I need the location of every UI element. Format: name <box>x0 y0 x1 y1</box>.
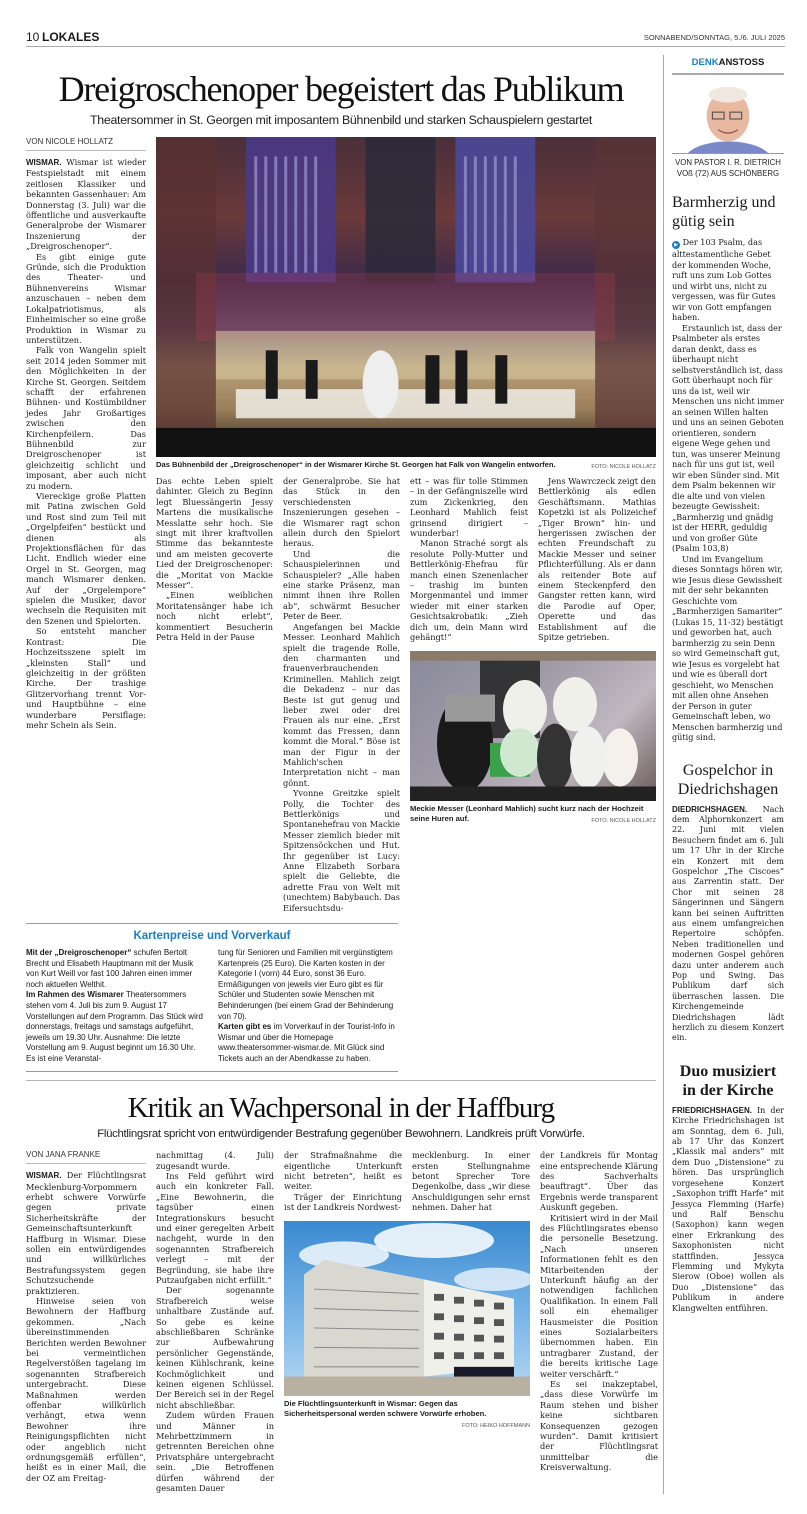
page-header <box>26 29 785 47</box>
paragraph: Ins Feld geführt wird auch ein konkreter Fall. „Eine Bewohnerin, die tagsüber einen Integrationskurs besucht und einer geregelten Arbeit nachgeht, wurde in den sogenannten Strafbereich verlegt – mit der Begründung, sie habe ihre Putzaufgaben nicht erfüllt.“ <box>156 1170 274 1285</box>
article-1-subhead: Theatersommer in St. Georgen mit imposantem Bühnenbild und starken Schauspielern gestartet <box>90 113 592 127</box>
article-1-columns-4-5 <box>410 476 656 826</box>
paragraph: Der Flüchtlingsrat Mecklenburg-Vorpommern erhebt schwere Vorwürfe gegen private Sicherheitskräfte der Gemeinschaftsunterkunft Haffburg in Wismar. Diese sollen ein entwürdigendes und willkürliches Bestrafungssystem gegen Schutzsuchende praktizieren. <box>26 1170 147 1296</box>
main-content <box>26 55 656 1494</box>
sidebar-kicker <box>672 55 784 75</box>
article-1-column-2 <box>156 476 273 643</box>
cast-photo <box>410 651 656 801</box>
paragraph: Yvonne Greitzke spielt Polly, die Tochter des Bettlerkönigs und Spontanehefrau von Mackie Messer ziemlich bieder mit Spitzensöckchen und Hut. Ihr gegenüber ist Lucy: Anne Elizabeth Sorbara spielt die Geliebte, die adrette Frau von Welt mit (unechtem) Babybauch. Das Eifersuchtsdu- <box>283 788 401 913</box>
article-1-column-1 <box>26 137 146 730</box>
article-1-body <box>26 137 656 913</box>
article-1-column-5 <box>538 476 656 643</box>
caption-text: Das Bühnenbild der „Dreigroschenoper“ in der Wismarer Kirche St. Georgen hat Falk von Wangelin entworfen. <box>156 460 556 469</box>
infobox-text: Theatersommers stehen vom 4. Juli bis zum 9. August 17 Vorstellungen auf dem Programm. Das Stück wird donnerstags, freitags und samstags aufgeführt, jeweils um 19.30 Uhr. Ausnahme: Die letzte Vorstellung am 9. August beginnt um 16.30 Uhr. Es ist eine Veranstal- <box>26 990 203 1063</box>
paragraph: Und die Schauspielerinnen und Schauspieler? „Alle haben eine starke Präsenz, man nimmt ihnen ihre Rollen ab“, schwärmt Besucher Peter de Beer. <box>283 548 400 622</box>
article-1-column-4 <box>410 476 528 643</box>
kicker-denk: DENK <box>691 57 719 68</box>
article-1-lower-columns <box>156 476 656 913</box>
article-separator <box>26 1080 656 1082</box>
paragraph: Träger der Einrichtung ist der Landkreis Nordwest- <box>284 1191 402 1213</box>
article-1-column-3 <box>283 476 400 913</box>
article-1-headline: Dreigroschenoper begeistert das Publikum <box>58 69 624 109</box>
issue-date: SONNABEND/SONNTAG, 5./6. JULI 2025 <box>643 33 785 42</box>
paragraph: nachmittag (4. Juli) zugesandt wurde. <box>156 1150 274 1171</box>
paragraph: mecklenburg. In einer ersten Stellungnahme betont Sprecher Tore Degenkolbe, dass „wir diese Anschuldigungen sehr ernst nehmen. Daher hat <box>412 1150 530 1213</box>
page-number: 10 <box>26 30 40 44</box>
caption-text: Meckie Messer (Leonhard Mahlich) sucht kurz nach der Hochzeit seine Huren auf. <box>410 803 644 823</box>
infobox-column-1 <box>26 948 206 1065</box>
paragraph: Wismar ist wieder Festspielstadt mit einem zeitlosen Klassiker und bekannten Gassenhauer: Am Donnerstag (3. Juli) war die öffentliche und ausverkaufte Generalprobe der Wismarer Inszenierung der „Dreigroschenoper“. <box>26 157 146 252</box>
paragraph: Viereckige große Platten mit Patina zwischen Gold und Rost sind zum Teil mit „Orgelpfeifen“ bestückt und dienen als Projektionsflächen für das Licht. Endlich wieder eine Orgel in St. Georgen, mag manch Wismarer denken. Auf der „Orgelempore“ spielen die Musiker, davor wechseln die Requisiten mit den Szenen und Spielorten. <box>26 491 146 626</box>
article-2-column-1 <box>26 1150 146 1483</box>
paragraph: Jens Wawrczeck zeigt den Bettlerkönig als edlen Geschäftsmann. Mathias Kopetzki ist als Polizeichef „Tiger Brown“ hin- und hergerissen zwischen der echten Freundschaft zu Mackie Messer und seiner Pflichterfüllung. Als er dann als reitender Bote auf einem Steckenpferd den Gangster retten kann, wird die Parodie auf Oper, Operette und das Establishment auf die Spitze getrieben. <box>538 476 656 643</box>
paragraph: Hinweise seien von Bewohnern der Haffburg gekommen. „Nach übereinstimmenden Berichten werden Bewohner bei vermeintlichen Regelverstößen tagelang im sogenannten Strafbereich untergebracht. Diese Maßnahmen werden offenbar willkürlich verhängt, etwa wenn Bewohner ihre Reinigungspflichten nicht oder angeblich nicht ordnungsgemäß erfüllen“, heißt es in einer Mail, die der OZ am Freitag- <box>26 1295 146 1483</box>
brief-2-body <box>672 1106 784 1314</box>
paragraph: Angefangen bei Mackie Messer. Leonhard Mahlich spielt die tragende Rolle, den charmanten und frauenverbrauchenden Kriminellen. Mahlich zeigt die Dekadenz – nur das Beste ist gut genug und lieber zwei oder drei Frauen als nur eine. „Erst kommt das Fressen, dann kommt die Moral.“ Böse ist man der Figur in der Mahlich'schen Interpretation nicht – man gönnt. <box>283 621 400 788</box>
brief-2-headline: Duo musiziert in der Kirche <box>679 1062 777 1099</box>
building-photo-graphic <box>284 1221 530 1396</box>
stage-photo-graphic <box>156 137 656 457</box>
paragraph: Zudem würden Frauen und Männer in Mehrbettzimmern in getrennten Bereichen ohne Privatsphäre untergebracht sein. „Die Betroffenen dürfen während der gesamten Dauer <box>156 1410 274 1494</box>
paragraph: der Strafmaßnahme die eigentliche Unterkunft nicht betreten“, heißt es weiter. <box>284 1150 402 1192</box>
paragraph: Nach dem Alphornkonzert am 22. Juni mit vielen Besuchern findet am 6. Juli um 17 Uhr in der Kirche ein Konzert mit dem Gospelchor „The Ciscoes“ aus Zarrentin statt. Der Chor mit seinen 28 Sängerinnen und Sängern kann bei seinen Auftritten aus einem umfangreichen Repertoire schöpfen. Neben traditionellen und modernen Gospel gehören dazu unter anderem auch Pop und Swing. Das Publikum darf sich überraschen lassen. Die Kirchengemeinde Diedrichshagen lädt herzlich zu diesem Konzert ein. <box>672 804 784 1043</box>
dateline: DIEDRICHSHAGEN. <box>672 804 748 814</box>
photo-credit: FOTO: HEIKO HOFFMANN <box>461 1422 530 1429</box>
infobox-text: im Vorverkauf in der Tourist-Info in Wismar und über die Homepage www.theatersommer-wismar.de. Mit Glück sind Tickets auch an der Abendkasse zu haben. <box>218 1022 395 1063</box>
infobox-title: Kartenpreise und Vorverkauf <box>133 930 291 943</box>
paragraph: Manon Straché sorgt als resolute Polly-Mutter und Bettlerkönig-Ehefrau für manch einen Szenenlacher – trashig im bunten Morgenmantel und immer wieder mit einer starken Gesichtsakrobatik: „Zieh dich um, dein Mann wird gehängt!“ <box>410 538 528 643</box>
brief-1-body <box>672 805 784 1044</box>
article-2-subhead: Flüchtlingsrat spricht von entwürdigender Bestrafung gegenüber Bewohnern. Landkreis prüft Vorwürfe. <box>97 1128 585 1141</box>
paragraph: Falk von Wangelin spielt seit 2014 jeden Sommer mit den Möglichkeiten in der Kirche St. Georgen. Seitdem schafft der erfahrenen Bühnen- und Kostümbildner jedes Jahr Großartiges zwischen den Kirchenpfeilern. Das Bühnenbild zur Dreigroschenoper ist gleichzeitig schlicht und imposant, aber auch nicht zu modern. <box>26 345 146 491</box>
sidebar-column-headline: Barmherzig und gütig sein <box>672 194 776 230</box>
paragraph: Es gibt einige gute Gründe, sich die Produktion des Theater- und Bühnenvereins Wismar anzuschauen – neben dem Lokalpatriotismus, als Einheimischer so eine große Produktion in Wismar zu unterstützen. <box>26 251 146 345</box>
infobox-lead: Im Rahmen des Wismarer <box>26 990 124 1000</box>
stage-photo <box>156 137 656 457</box>
article-2-column-5 <box>540 1150 658 1473</box>
article-2-headline: Kritik an Wachpersonal in der Haffburg <box>127 1092 555 1125</box>
author-portrait <box>672 83 784 154</box>
sidebar <box>663 55 784 1494</box>
paragraph: So entsteht mancher Kontrast: Die Hochzeitsszene spielt im „kleinsten Stall“ und gleichzeitig in der größten Kirche. Der trashige Glitzervorhang trennt Vor- und Hauptbühne – eine wunderbare Persiflage: mehr Schein als Sein. <box>26 626 146 730</box>
photo-credit: FOTO: NICOLE HOLLATZ <box>591 817 656 824</box>
sidebar-column-body <box>672 237 784 743</box>
article-2-column-3 <box>284 1150 402 1212</box>
paragraph: Und im Evangelium dieses Sonntags hören wir, wie Jesus diese Gewissheit mit der sehr bekannten Geschichte vom „Barmherzigen Samariter“ (Lukas 15, 11-32) bestätigt und geworben hat, auch barmherzig zu sein Denn so wird Gemeinschaft gut, wie Jesus es vorgelebt hat und wie es überall dort geschieht, wo Menschen mit allen ohne Ansehen der Person in guter Gemeinschaft leben, wo Menschen barmherzig und gütig sind. <box>672 553 784 742</box>
paragraph: In der Kirche Friedrichshagen ist am Sonntag, dem 6. Juli, ab 17 Uhr das Konzert „Klassik mal anders“ mit dem Duo „Distensione“ zu hören. Das ursprünglich vorgesehene Konzert „Saxophon trifft Harfe“ mit Jessyca Flemming (Harfe) und Ralf Benschu (Saxophon) kann wegen einer Erkrankung des Saxophonisten nicht stattfinden. Jessyca Flemming und Mykyta Sierow (Oboe) wollen als Duo „Distensione“ das Publikum in andere Klangwelten entführen. <box>672 1105 784 1313</box>
cast-photo-graphic <box>410 651 656 801</box>
infobox-lead: Karten gibt es <box>218 1022 272 1032</box>
sidebar-author: VON PASTOR I. R. DIETRICH VOß (72) AUS SCHÖNBERG <box>675 158 781 178</box>
section-label: LOKALES <box>42 30 100 44</box>
paragraph: der Generalprobe. Sie hat das Stück in den verschiedensten Inszenierungen gesehen – die Wismarer ragt schon allein durch den Spielort heraus. <box>283 476 400 549</box>
infobox-text: schufen Bertolt Brecht und Elisabeth Hauptmann mit der Musik von Kurt Weill vor fast 100 Jahren einen immer noch aktuellen Welthit. <box>26 948 194 989</box>
paragraph: „Einen weiblichen Moritatensänger habe ich noch nicht erlebt“, kommentiert Besucherin Petra Held in der Pause <box>156 590 273 643</box>
article-1-byline: VON NICOLE HOLLATZ <box>26 137 146 151</box>
paragraph: Es sei inakzeptabel, „dass diese Vorwürfe im Raum stehen und bisher keine sichtbaren Konsequenzen gezogen wurden“. Damit kritisiert der Flüchtlingsrat unmittelbar die Kreisverwaltung. <box>540 1379 658 1473</box>
article-2-column-2 <box>156 1150 274 1493</box>
article-2-columns-3-4 <box>284 1150 530 1430</box>
paragraph: Der sogenannte Strafbereich weise unhaltbare Zustände auf. So gebe es keine abschließbaren Schränke zur Aufbewahrung persönlicher Gegenstände, keinen Kühlschrank, keine Kochmöglichkeit und keinen eigenen Schlüssel. Der Bereich sei in der Regel nicht abschließbar. <box>156 1285 274 1410</box>
infobox-column-2 <box>218 948 398 1065</box>
article-2-column-4 <box>412 1150 530 1212</box>
article-2-byline: VON JANA FRANKE <box>26 1150 146 1164</box>
paragraph: Kritisiert wird in der Mail des Flüchtlingsrates ebenso die personelle Besetzung. „Nach unseren Informationen fehlt es den Mitarbeitenden der Unterkunft häufig an der notwendigen fachlichen Qualifikation. In einem Fall soll ein ehemaliger Hausmeister die Position eines Sozialarbeiters übernommen haben. Ein untragbarer Zustand, der die bereits kritische Lage weiter verschärft.“ <box>540 1212 658 1379</box>
cast-photo-caption <box>410 804 656 824</box>
article-2-body <box>26 1150 656 1493</box>
article-1-right-block <box>156 137 656 913</box>
infobox-lead: Mit der „Dreigroschenoper“ <box>26 948 132 958</box>
paragraph: ett – was für tolle Stimmen – in der Gefängniszelle wird zum Zickenkrieg, den Leonhard Mahlich feist grinsend dirigiert – wunderbar! <box>410 476 528 539</box>
caption-text: Die Flüchtlingsunterkunft in Wismar: Gegen das Sicherheitspersonal werden schwere Vorwürfe erhoben. <box>284 1398 487 1418</box>
stage-photo-caption <box>156 460 656 470</box>
building-photo-caption <box>284 1398 530 1429</box>
play-bullet-icon: ▶ <box>672 241 680 249</box>
brief-1-headline: Gospelchor in Diedrichshagen <box>677 761 779 798</box>
building-photo <box>284 1221 530 1396</box>
paragraph: Erstaunlich ist, dass der Psalmbeter als erstes daran denkt, dass es überhaupt nicht selbstverständlich ist, dass Gott überhaupt noch für uns da ist, weil wir Menschen uns nicht immer an seinen Willen halten und uns an seinen Geboten orientieren, sondern eigene Wege gehen und tun, was unserer Meinung nach für uns gut ist, weil wir eben Sünder sind. Mit dem Psalm bekennen wir die alte und von vielen bezeugte Gewissheit: „Barmherzig und gnädig ist der HERR, geduldig und von großer Güte (Psalm 103,8) <box>672 322 784 553</box>
dateline: FRIEDRICHSHAGEN. <box>672 1105 753 1115</box>
paragraph: Der 103 Psalm, das alttestamentliche Gebet der kommenden Woche, ruft uns zum Lob Gottes und wirbt uns, nicht zu vergessen, was für Gutes wir von Gott empfangen haben. <box>672 237 776 322</box>
infobox <box>26 923 398 1072</box>
paragraph: der Landkreis für Montag eine entsprechende Klärung des Sachverhalts beauftragt“. Über das Ergebnis werde transparent Auskunft gegeben. <box>540 1150 658 1213</box>
page-layout <box>26 55 785 1494</box>
dateline: WISMAR. <box>26 1171 62 1181</box>
author-portrait-graphic <box>672 83 784 153</box>
photo-credit: FOTO: NICOLE HOLLATZ <box>591 464 656 470</box>
paragraph: Das echte Leben spielt dahinter. Gleich zu Beginn legt Bluessängerin Jessy Martens die musikalische Messlatte sehr hoch. Sie singt mit ihrer kraftvollen Stimme das bekannteste und am meisten gecoverte Lied der Dreigroschenoper: die „Moritat von Mackie Messer“. <box>156 476 273 591</box>
infobox-text: tung für Senioren und Familien mit vergünstigtem Kartenpreis (25 Euro). Die Karten kosten in der Kategorie I (vorn) 44 Euro, sonst 36 Euro. Ermäßigungen von jeweils vier Euro gibt es für Schüler und Studenten sowie Menschen mit Behinderungen (bei einem Grad der Behinderung von 70). <box>218 948 394 1021</box>
kicker-anstoss: ANSTOSS <box>718 57 765 68</box>
dateline: WISMAR. <box>26 158 62 167</box>
